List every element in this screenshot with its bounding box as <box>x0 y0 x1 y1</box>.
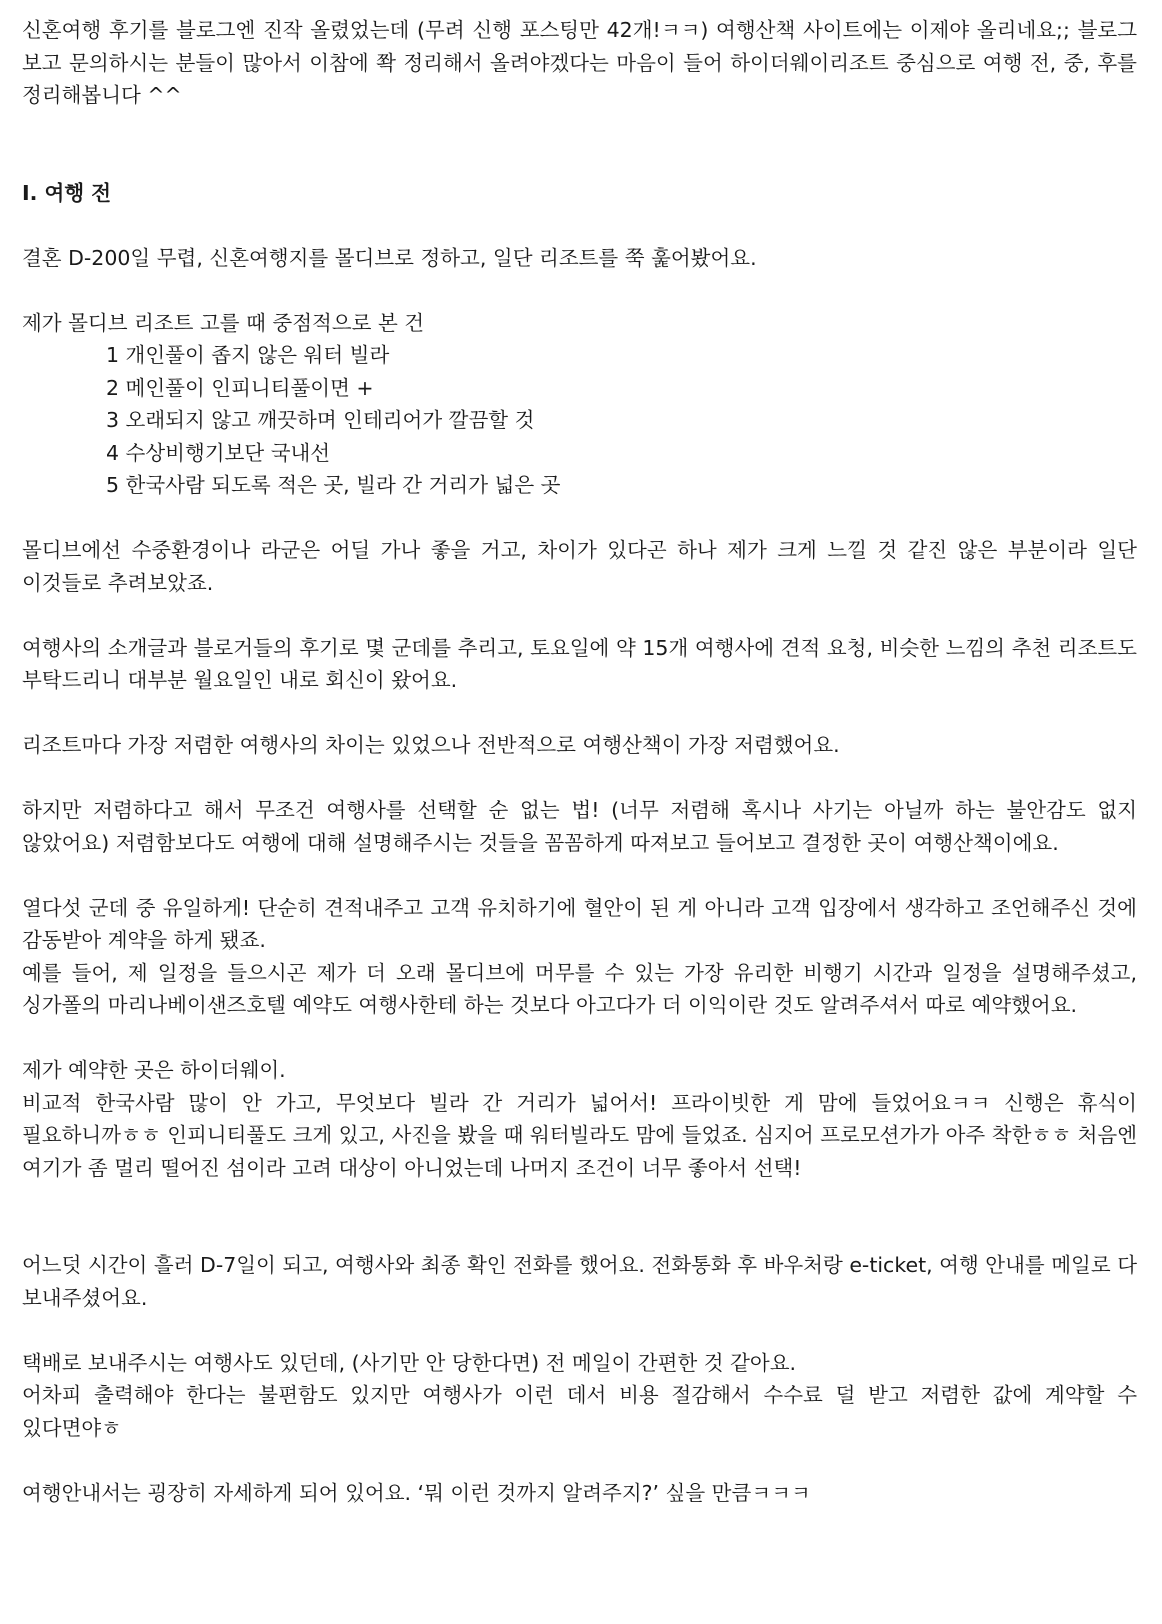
spacer <box>22 1314 1137 1347</box>
paragraph-example: 예를 들어, 제 일정을 들으시곤 제가 더 오래 몰디브에 머무를 수 있는 가장 유리한 비행기 시간과 일정을 설명해주셨고, 싱가폴의 마리나베이샌즈호텔 예약도 여행사한테 하는 것보다 아고다가 더 이익이란 것도 알려주셔서 따로 예약했어요. <box>22 960 1137 1017</box>
paragraph-choice: 하지만 저렴하다고 해서 무조건 여행사를 선택할 순 없는 법! (너무 저렴해 혹시나 사기는 아닐까 하는 불안감도 없지 않았어요) 저렴함보다도 여행에 대해 설명해주시는 것들을 꼼꼼하게 따져보고 들어보고 결정한 곳이 여행산책이에요. <box>22 798 1137 855</box>
spacer <box>22 274 1137 307</box>
paragraph-fifteen: 열다섯 군데 중 유일하게! 단순히 견적내주고 고객 유치하기에 혈안이 된 게 아니라 고객 입장에서 생각하고 조언해주신 것에 감동받아 계약을 하게 됐죠. <box>22 895 1137 952</box>
intro-paragraph: 신혼여행 후기를 블로그엔 진작 올렸었는데 (무려 신행 포스팅만 42개!ㅋㅋ) 여행산책 사이트에는 이제야 올리네요;; 블로그 보고 문의하시는 분들이 많아서 이참에 쫙 정리해서 올려야겠다는 마음이 들어 하이더웨이리조트 중심으로 여행 전, 중, 후를 정리해봅니다 ^^ <box>22 18 1137 107</box>
paragraph-d7: 어느덧 시간이 흘러 D-7일이 되고, 여행사와 최종 확인 전화를 했어요. 전화통화 후 바우처랑 e-ticket, 여행 안내를 메일로 다 보내주셨어요. <box>22 1253 1137 1310</box>
spacer <box>22 762 1137 795</box>
criteria-list <box>22 339 1137 502</box>
spacer <box>22 1022 1137 1055</box>
spacer <box>22 209 1137 242</box>
criteria-item: 5 한국사람 되도록 적은 곳, 빌라 간 거리가 넓은 곳 <box>106 473 561 497</box>
criteria-item: 3 오래되지 않고 깨끗하며 인테리어가 깔끔할 것 <box>106 408 535 432</box>
paragraph-quotes: 여행사의 소개글과 블로거들의 후기로 몇 군데를 추리고, 토요일에 약 15개 여행사에 견적 요청, 비슷한 느낌의 추천 리조트도 부탁드리니 대부분 월요일인 내로 회신이 왔어요. <box>22 635 1137 692</box>
paragraph-maldives-env: 몰디브에선 수중환경이나 라군은 어딜 가나 좋을 거고, 차이가 있다곤 하나 제가 크게 느낄 것 같진 않은 부분이라 일단 이것들로 추려보았죠. <box>22 538 1137 595</box>
spacer <box>22 599 1137 632</box>
paragraph-cheapest: 리조트마다 가장 저렴한 여행사의 차이는 있었으나 전반적으로 여행산책이 가장 저렴했어요. <box>22 733 840 757</box>
criteria-item: 2 메인풀이 인피니티풀이면 + <box>106 375 374 400</box>
paragraph-guide: 여행안내서는 굉장히 자세하게 되어 있어요. ‘뭐 이런 것까지 알려주지?’ 싶을 만큼ㅋㅋㅋ <box>22 1480 811 1505</box>
paragraph-delivery: 택배로 보내주시는 여행사도 있던데, (사기만 안 당한다면) 전 메일이 간편한 것 같아요. <box>22 1350 797 1375</box>
document-page <box>22 14 1137 1509</box>
criteria-lead: 제가 몰디브 리조트 고를 때 중점적으로 본 건 <box>22 310 425 335</box>
paragraph-booked: 제가 예약한 곳은 하이더웨이. <box>22 1058 286 1082</box>
spacer <box>22 502 1137 535</box>
criteria-item: 1 개인풀이 좁지 않은 워터 빌라 <box>106 343 390 367</box>
section-heading: Ⅰ. 여행 전 <box>22 180 112 205</box>
spacer <box>22 1444 1137 1477</box>
spacer <box>22 112 1137 177</box>
criteria-item: 4 수상비행기보단 국내선 <box>106 440 331 465</box>
spacer <box>22 697 1137 730</box>
spacer <box>22 859 1137 892</box>
paragraph-hideaway: 비교적 한국사람 많이 안 가고, 무엇보다 빌라 간 거리가 넓어서! 프라이빗한 게 맘에 들었어요ㅋㅋ 신행은 휴식이 필요하니까ㅎㅎ 인피니티풀도 크게 있고, 사진을 봤을 때 워터빌라도 맘에 들었죠. 심지어 프로모션가가 아주 착한ㅎㅎ 처음엔 여기가 좀 멀리 떨어진 섬이라 고려 대상이 아니었는데 나머지 조건이 너무 좋아서 선택! <box>22 1090 1137 1180</box>
paragraph-print: 어차피 출력해야 한다는 불편함도 있지만 여행사가 이런 데서 비용 절감해서 수수료 덜 받고 저렴한 값에 계약할 수 있다면야ㅎ <box>22 1383 1137 1440</box>
spacer <box>22 1184 1137 1249</box>
paragraph-d200: 결혼 D-200일 무렵, 신혼여행지를 몰디브로 정하고, 일단 리조트를 쭉 훑어봤어요. <box>22 245 757 270</box>
